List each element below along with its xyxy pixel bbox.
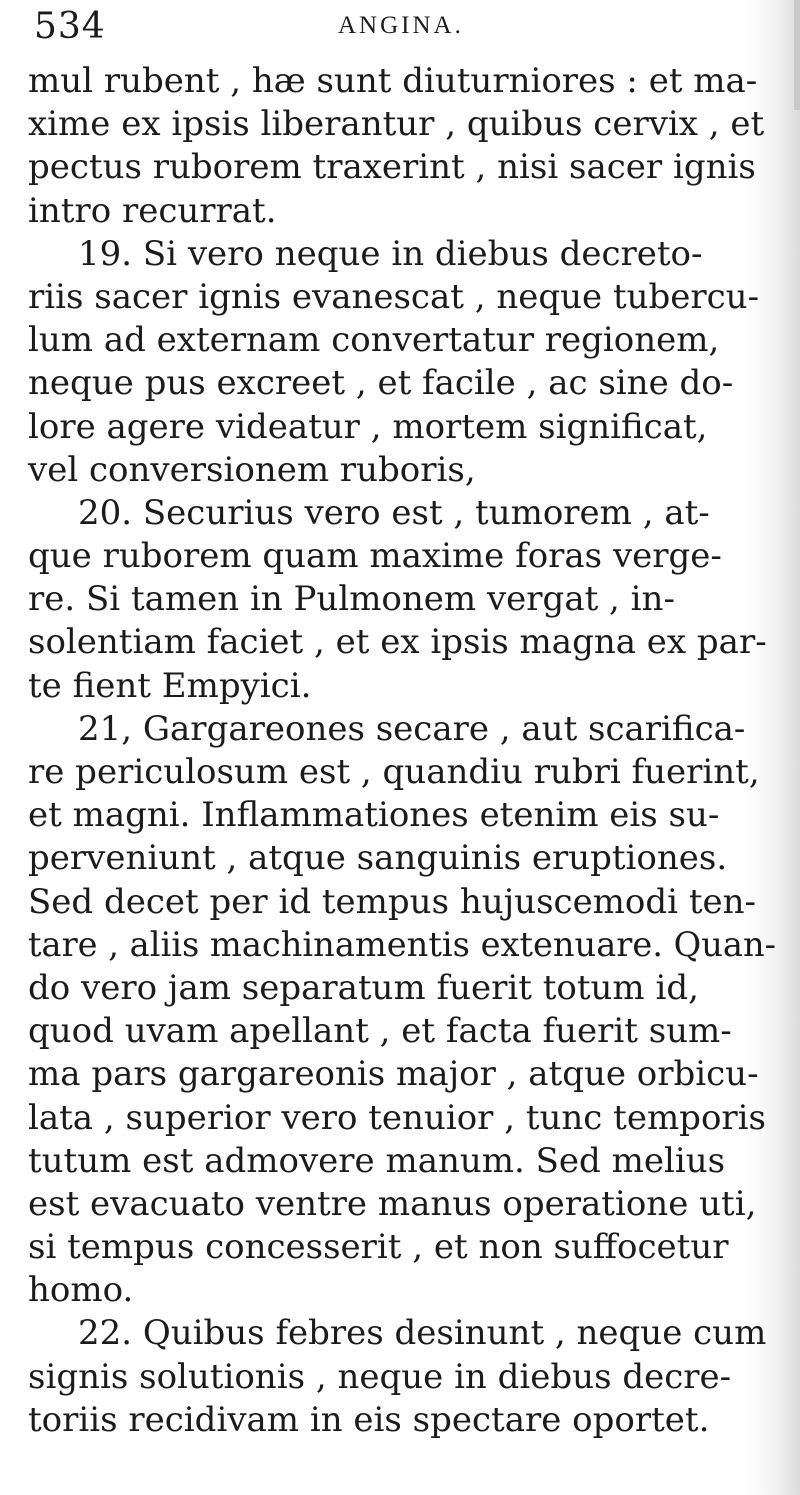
paragraph-21-start: 21, Gargareones secare , aut scarifica- (78, 708, 746, 749)
text-line: et magni. Inflammationes etenim eis su- (28, 795, 720, 836)
text-line: homo. (28, 1270, 134, 1311)
text-line: lata , superior vero tenuior , tunc temporis (28, 1097, 766, 1138)
text-line: que ruborem quam maxime foras verge- (28, 536, 722, 577)
paragraph-22-start: 22. Quibus febres desinunt , neque cum (78, 1313, 767, 1354)
text-line: tutum est admovere manum. Sed melius (28, 1140, 726, 1181)
page-header (30, 6, 770, 66)
text-line: intro recurrat. (28, 190, 277, 231)
text-line: tare , aliis machinamentis extenuare. Quan- (28, 924, 776, 965)
text-line: Sed decet per id tempus hujuscemodi ten- (28, 881, 757, 922)
text-line: pectus ruborem traxerint , nisi sacer ignis (28, 147, 756, 188)
text-line: vel conversionem ruboris, (28, 449, 476, 490)
text-line: xime ex ipsis liberantur , quibus cervix , et (28, 104, 765, 145)
text-line: signis solutionis , neque in diebus decre- (28, 1356, 732, 1397)
text-line: re periculosum est , quandiu rubri fuerint, (28, 752, 760, 792)
text-line: riis sacer ignis evanescat , neque tubercu- (28, 276, 760, 317)
text-line: solentiam faciet , et ex ipsis magna ex par- (28, 622, 767, 663)
text-line: si tempus concesserit , et non suffocetur (28, 1227, 729, 1268)
text-line: neque pus excreet , et facile , ac sine do- (28, 363, 734, 404)
text-line: te fient Empyici. (28, 665, 312, 706)
text-line: toriis recidivam in eis spectare oportet. (28, 1399, 710, 1440)
text-line: ma pars gargareonis major , atque orbicu- (28, 1054, 759, 1095)
text-line: perveniunt , atque sanguinis eruptiones. (28, 838, 728, 879)
text-line: mul rubent , hæ sunt diuturniores : et ma- (28, 61, 758, 101)
text-line: re. Si tamen in Pulmonem vergat , in- (28, 579, 675, 620)
text-line: est evacuato ventre manus operatione uti, (28, 1183, 757, 1224)
text-line: quod uvam apellant , et facta fuerit sum- (28, 1011, 732, 1052)
paragraph-20-start: 20. Securius vero est , tumorem , at- (78, 492, 710, 533)
text-line: lore agere videatur , mortem significat, (28, 406, 708, 447)
page-edge-shadow (794, 0, 800, 110)
body-text (28, 60, 776, 1442)
text-line: do vero jam separatum fuerit totum id, (28, 967, 699, 1008)
running-head: ANGINA. (338, 12, 464, 39)
text-line: lum ad externam convertatur regionem, (28, 320, 720, 361)
page-number: 534 (34, 6, 106, 47)
paragraph-19-start: 19. Si vero neque in diebus decreto- (78, 233, 703, 274)
